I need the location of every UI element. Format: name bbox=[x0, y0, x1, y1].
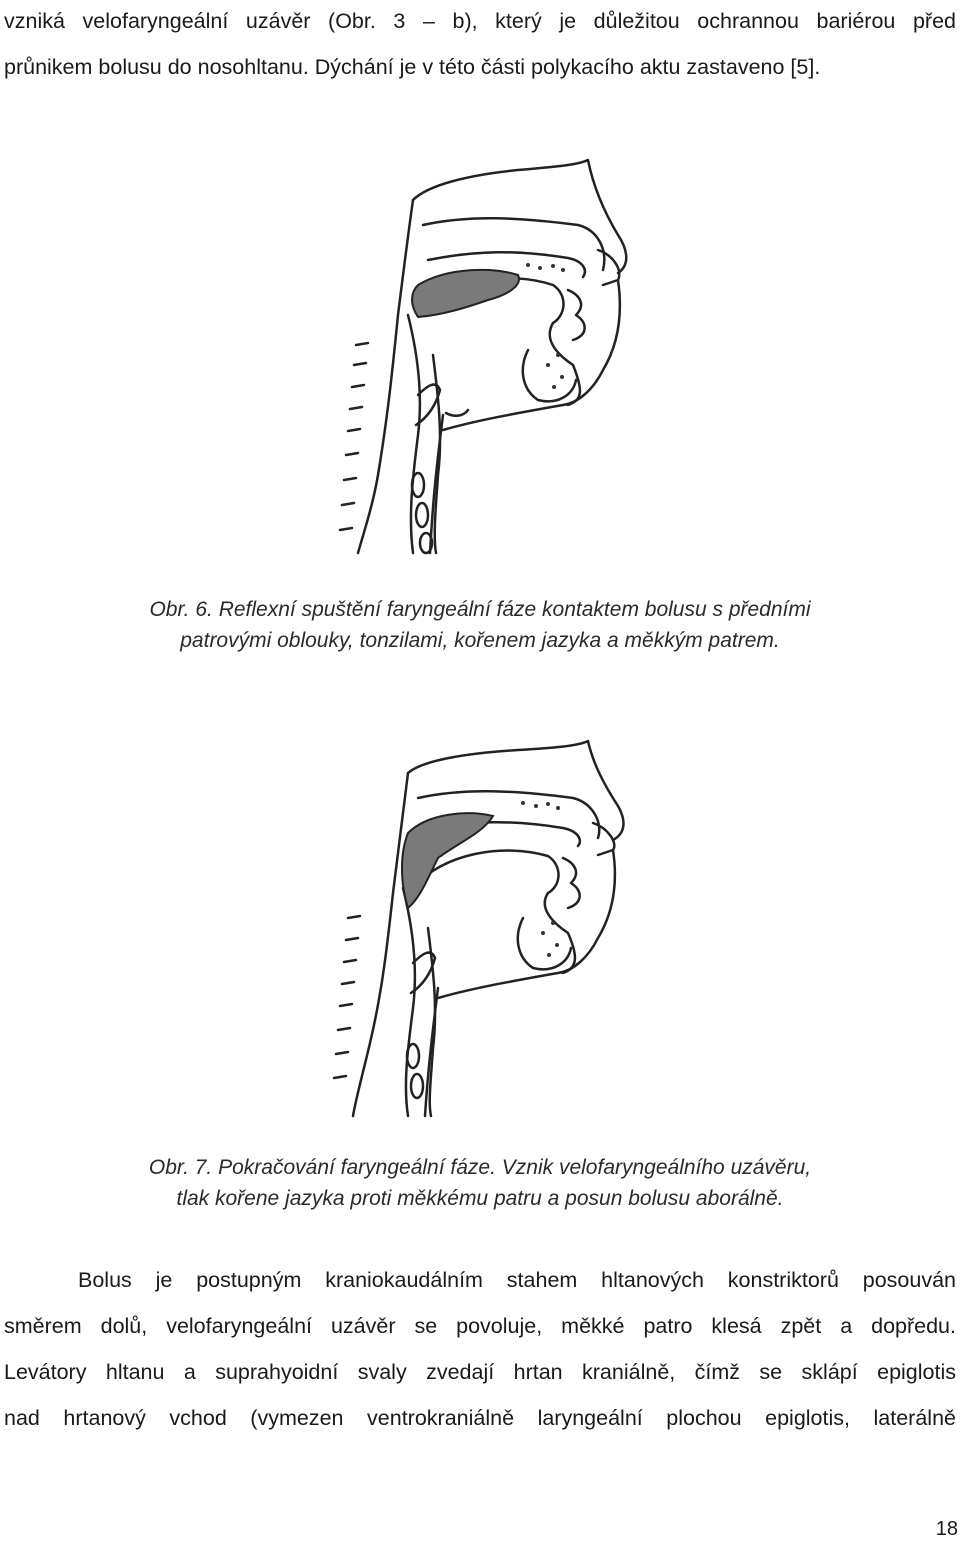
figure-6-caption bbox=[0, 594, 960, 656]
caption-line: tlak kořene jazyka proti měkkému patru a posun bolusu aborálně. bbox=[176, 1187, 784, 1210]
figure-6-illustration bbox=[318, 155, 648, 555]
paragraph-line: Levátory hltanu a suprahyoidní svaly zvedají hrtan kraniálně, čímž se sklápí epiglotis bbox=[4, 1360, 956, 1384]
paragraph-line: průnikem bolusu do nosohltanu. Dýchání je v této části polykacího aktu zastaveno [5]. bbox=[4, 55, 821, 79]
top-paragraph bbox=[4, 0, 956, 90]
bottom-paragraph bbox=[4, 1257, 956, 1441]
page-number: 18 bbox=[935, 1518, 958, 1540]
paragraph-line: směrem dolů, velofaryngeální uzávěr se povoluje, měkké patro klesá zpět a dopředu. bbox=[4, 1314, 956, 1338]
paragraph-line: nad hrtanový vchod (vymezen ventrokraniálně laryngeální plochou epiglotis, laterálně bbox=[4, 1406, 956, 1430]
caption-line: patrovými oblouky, tonzilami, kořenem jazyka a měkkým patrem. bbox=[180, 629, 780, 652]
caption-line: Obr. 7. Pokračování faryngeální fáze. Vznik velofaryngeálního uzávěru, bbox=[148, 1156, 812, 1179]
figure-7-caption bbox=[0, 1152, 960, 1214]
figure-7-illustration bbox=[308, 738, 648, 1118]
paragraph-line: Bolus je postupným kraniokaudálním stahem hltanových konstriktorů posouván bbox=[78, 1268, 956, 1292]
caption-line: Obr. 6. Reflexní spuštění faryngeální fáze kontaktem bolusu s předními bbox=[149, 598, 811, 621]
paragraph-line: vzniká velofaryngeální uzávěr (Obr. 3 – b), který je důležitou ochrannou bariérou před bbox=[4, 9, 956, 33]
